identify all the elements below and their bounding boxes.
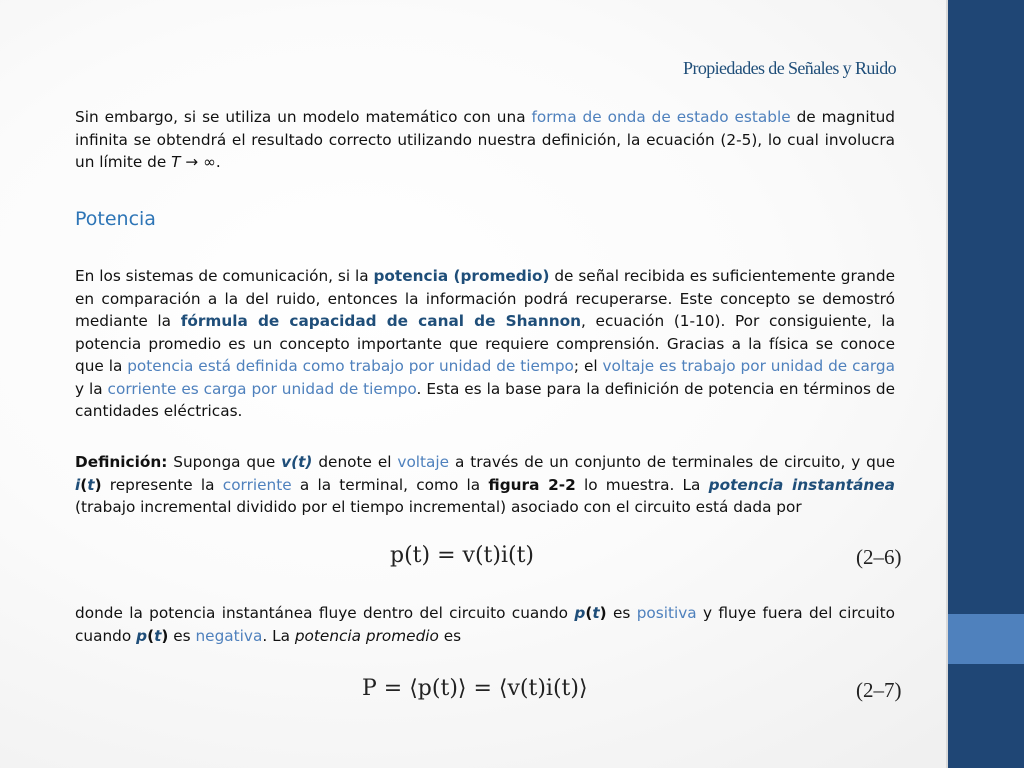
p4-paren-open-1: ( [585,604,593,622]
p4-text-1: donde la potencia instantánea fluye dentro del circuito cuando [75,604,575,622]
p4-paren-close-1: ) [599,604,607,622]
p4-var-p-1: p [574,604,586,622]
p3-var-i: i [75,475,81,494]
p3-highlight-inst-power: potencia instantánea [708,475,895,494]
p4-text-6: es [438,626,462,645]
p2-highlight-shannon: fórmula de capacidad de canal de Shannon [180,312,582,330]
section-heading: Potencia [75,208,156,230]
p4-var-p-2: p [136,626,148,645]
p4-var-t-1: t [592,604,600,622]
p3-paren-open: ( [80,475,88,494]
equation-2-7-number: (2–7) [856,678,902,702]
p3-var-t: t [87,475,95,494]
p3-text-7: (trabajo incremental dividido por el tiempo incremental) asociado con el circuito está dada por [75,498,802,516]
equation-2-7: P = ⟨p(t)⟩ = ⟨v(t)i(t)⟩ [362,676,588,701]
p1-text-2: de magnitud infinita se obtendrá el resultado correcto utilizando nuestra definición, la ecuación (2-5), lo cual involucra un límite de [75,108,895,171]
p4-text-3: y fluye fuera del circuito cuando [75,604,895,645]
p4-text-4: es [168,626,196,645]
p3-text-5: a la terminal, como la [291,475,489,494]
p3-label-definition: Definición: [75,453,168,471]
p1-var-t: T [171,153,181,171]
p1-text-1: Sin embargo, si se utiliza un modelo matemático con una [75,108,532,126]
p2-highlight-current-def: corriente es carga por unidad de tiempo [107,379,417,398]
p3-text-2: denote el [312,453,398,471]
p2-text-6: . Esta es la base para la definición de potencia en términos de cantidades eléctricas. [75,379,895,420]
p3-text-1: Suponga que [167,453,282,471]
equation-2-6: p(t) = v(t)i(t) [390,543,534,568]
p2-text-5: y la [75,379,108,398]
sidebar-accent-block [948,614,1024,664]
paragraph-power [75,265,895,423]
p2-highlight-avg-power: potencia (promedio) [373,267,550,285]
p4-avg-power: potencia promedio [294,626,439,645]
p2-text-1: En los sistemas de comunicación, si la [75,267,374,285]
p4-text-5: . La [262,626,295,645]
p3-var-vt: v(t) [281,453,313,471]
p3-text-4: represente la [101,475,223,494]
p3-highlight-current: corriente [222,475,292,494]
p1-text-3: → ∞. [180,153,221,171]
slide-title: Propiedades de Señales y Ruido [683,58,896,78]
p2-highlight-voltage-def: voltaje es trabajo por unidad de carga [602,357,895,375]
p2-highlight-power-def: potencia está definida como trabajo por unidad de tiempo [127,357,574,375]
p4-highlight-negative: negativa [195,626,263,645]
p4-text-2: es [606,604,637,622]
p4-paren-open-2: ( [147,626,155,645]
p3-figure-ref: figura 2-2 [488,475,576,494]
p3-highlight-voltage: voltaje [397,453,450,471]
p2-text-3: , ecuación (1-10). Por consiguiente, la potencia promedio es un concepto importante que requiere comprensión. Gracias a la física se conoce que la [75,312,895,375]
p3-text-3: a través de un conjunto de terminales de circuito, y que [449,453,896,471]
p2-text-4: ; el [573,357,603,375]
paragraph-definition [75,451,895,519]
p2-text-2: de señal recibida es suficientemente grande en comparación a la del ruido, entonces la información podrá recuperarse. Este concepto se demostró mediante la [75,267,895,330]
p4-var-t-2: t [154,626,162,645]
paragraph-intro [75,106,895,174]
p4-paren-close-2: ) [161,626,169,645]
p3-paren-close: ) [94,475,102,494]
p3-text-6: lo muestra. La [575,475,709,494]
equation-2-6-number: (2–6) [856,545,902,569]
p1-highlight-waveform: forma de onda de estado estable [531,108,791,126]
p4-highlight-positive: positiva [636,604,697,622]
paragraph-flow [75,602,895,647]
